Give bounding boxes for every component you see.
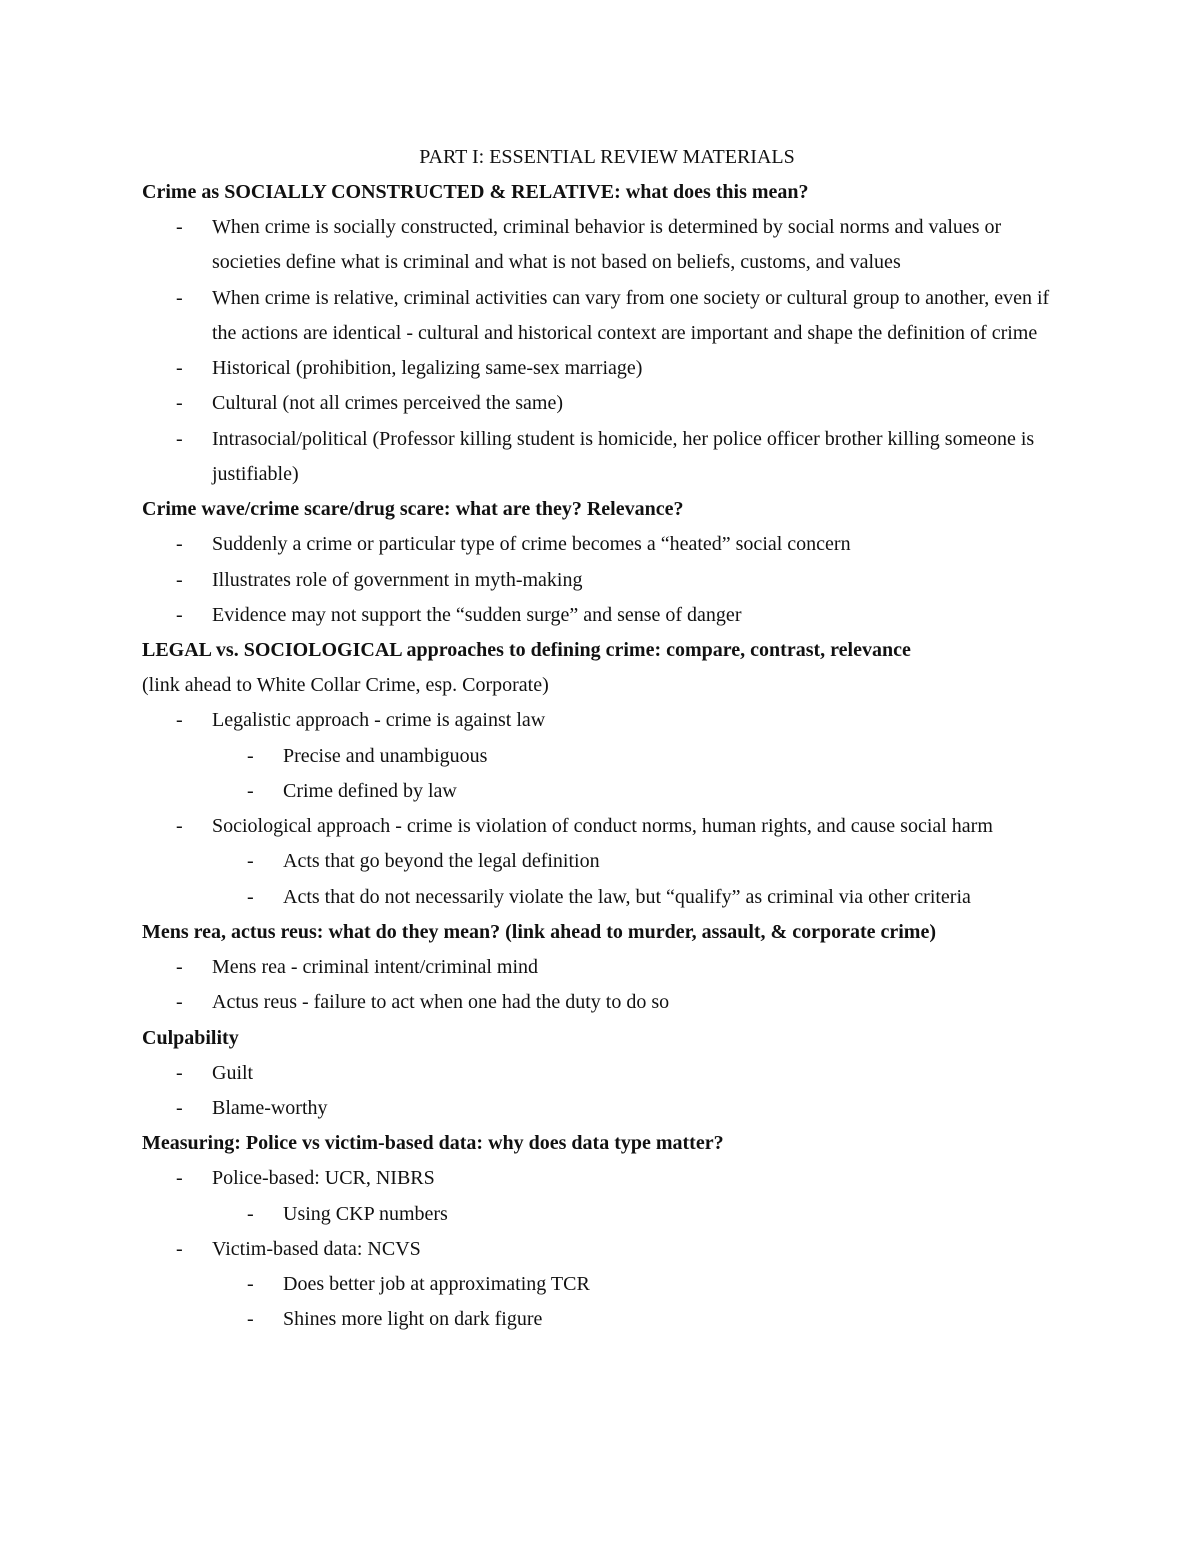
list-item-text: Acts that go beyond the legal definition xyxy=(283,850,600,873)
list-item-text: Historical (prohibition, legalizing same-sex marriage) xyxy=(212,357,643,380)
bullet-dash: - xyxy=(247,850,254,873)
list-item-text: Shines more light on dark figure xyxy=(283,1308,543,1331)
bullet-dash: - xyxy=(176,709,183,732)
list-item xyxy=(142,386,1072,421)
bullet-dash: - xyxy=(176,991,183,1014)
section-heading: Measuring: Police vs victim-based data: why does data type matter? xyxy=(142,1132,724,1155)
list-item xyxy=(142,809,1072,844)
list-item xyxy=(142,210,1072,281)
list-item xyxy=(142,1091,1072,1126)
page-title: PART I: ESSENTIAL REVIEW MATERIALS xyxy=(419,146,795,168)
section-heading: Culpability xyxy=(142,1026,239,1049)
bullet-dash: - xyxy=(247,885,254,908)
list-item xyxy=(142,1161,1072,1196)
list-item-text: When crime is socially constructed, criminal behavior is determined by social norms and values or societies define what is criminal and what is not based on beliefs, customs, and values xyxy=(212,216,1002,274)
list-item-text: When crime is relative, criminal activities can vary from one society or cultural group to another, even if the actions are identical - cultural and historical context are important and shape the definition of crime xyxy=(212,286,1050,344)
list-item xyxy=(142,598,1072,633)
list-item-text: Evidence may not support the “sudden surge” and sense of danger xyxy=(212,603,742,626)
sections-container xyxy=(142,175,1072,1338)
section xyxy=(142,915,1072,1021)
list-item-text: Victim-based data: NCVS xyxy=(212,1237,421,1260)
bullet-dash: - xyxy=(176,603,183,626)
list-item xyxy=(142,1232,1072,1267)
sub-list-item xyxy=(142,880,1072,915)
section-subheading: (link ahead to White Collar Crime, esp. Corporate) xyxy=(142,674,549,697)
bullet-dash: - xyxy=(176,392,183,415)
section xyxy=(142,175,1072,492)
bullet-dash: - xyxy=(176,216,183,238)
bullet-dash: - xyxy=(176,357,183,380)
list-item-text: Using CKP numbers xyxy=(283,1202,448,1225)
bullet-dash: - xyxy=(247,1273,254,1296)
sub-list-item xyxy=(142,844,1072,879)
list-item-text: Intrasocial/political (Professor killing student is homicide, her police officer brother killing someone is justifiable) xyxy=(212,427,1035,486)
bullet-dash: - xyxy=(247,1202,254,1225)
list-item xyxy=(142,950,1072,985)
section-heading: Crime wave/crime scare/drug scare: what are they? Relevance? xyxy=(142,498,684,521)
list-item-text: Police-based: UCR, NIBRS xyxy=(212,1167,435,1190)
section xyxy=(142,633,1072,915)
list-item-text: Illustrates role of government in myth-making xyxy=(212,568,583,591)
list-item xyxy=(142,1056,1072,1091)
list-item-text: Mens rea - criminal intent/criminal mind xyxy=(212,956,539,979)
sub-list-item xyxy=(142,739,1072,774)
list-item-text: Precise and unambiguous xyxy=(283,744,488,767)
list-item xyxy=(142,422,1072,493)
list-item-text: Sociological approach - crime is violation of conduct norms, human rights, and cause social harm xyxy=(212,815,993,838)
section-heading: Mens rea, actus reus: what do they mean? (link ahead to murder, assault, & corporate crime) xyxy=(142,921,936,944)
list-item xyxy=(142,985,1072,1020)
list-item xyxy=(142,703,1072,738)
document-body xyxy=(142,140,1072,1338)
list-item xyxy=(142,281,1072,352)
list-item-text: Guilt xyxy=(212,1061,254,1084)
bullet-dash: - xyxy=(176,1061,183,1084)
bullet-dash: - xyxy=(176,427,183,450)
bullet-dash: - xyxy=(247,779,254,802)
list-item-text: Legalistic approach - crime is against law xyxy=(212,709,546,732)
bullet-dash: - xyxy=(176,286,183,309)
sub-list-item xyxy=(142,774,1072,809)
section-heading: LEGAL vs. SOCIOLOGICAL approaches to defining crime: compare, contrast, relevance xyxy=(142,639,911,662)
list-item xyxy=(142,563,1072,598)
list-item-text: Acts that do not necessarily violate the law, but “qualify” as criminal via other criteria xyxy=(283,885,971,908)
bullet-dash: - xyxy=(176,533,183,556)
list-item-text: Blame-worthy xyxy=(212,1096,328,1119)
sub-list-item xyxy=(142,1267,1072,1302)
sub-list-item xyxy=(142,1197,1072,1232)
bullet-dash: - xyxy=(176,1096,183,1119)
section xyxy=(142,492,1072,633)
list-item-text: Does better job at approximating TCR xyxy=(283,1273,590,1296)
bullet-dash: - xyxy=(176,1167,183,1190)
list-item-text: Cultural (not all crimes perceived the same) xyxy=(212,392,563,415)
section xyxy=(142,1126,1072,1337)
bullet-dash: - xyxy=(247,1308,254,1331)
list-item-text: Crime defined by law xyxy=(283,779,457,802)
bullet-dash: - xyxy=(176,568,183,591)
list-item-text: Actus reus - failure to act when one had the duty to do so xyxy=(212,991,670,1014)
bullet-dash: - xyxy=(176,1237,183,1260)
list-item-text: Suddenly a crime or particular type of crime becomes a “heated” social concern xyxy=(212,533,851,556)
list-item xyxy=(142,351,1072,386)
section-heading: Crime as SOCIALLY CONSTRUCTED & RELATIVE: what does this mean? xyxy=(142,181,809,203)
bullet-dash: - xyxy=(247,744,254,767)
section xyxy=(142,1021,1072,1127)
list-item xyxy=(142,527,1072,562)
bullet-dash: - xyxy=(176,815,183,838)
sub-list-item xyxy=(142,1302,1072,1337)
bullet-dash: - xyxy=(176,956,183,979)
